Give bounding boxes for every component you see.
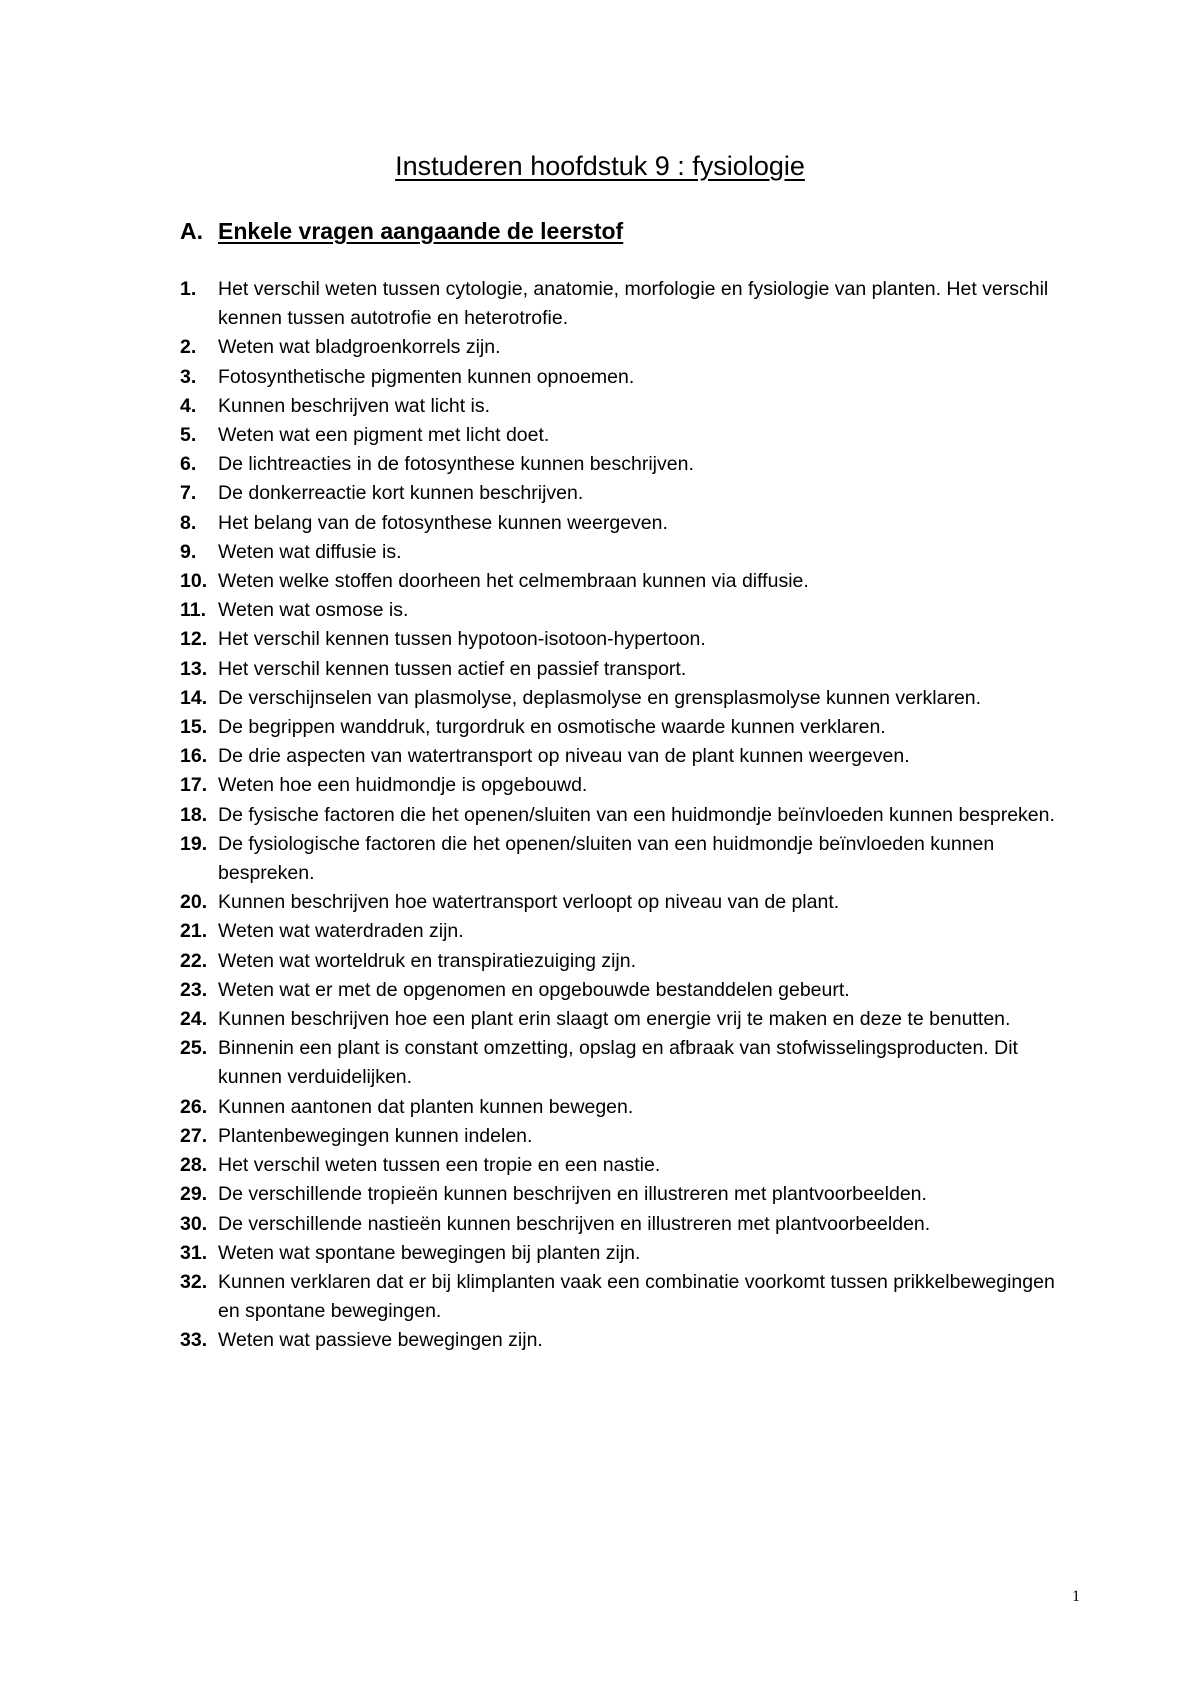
- section-heading: [180, 216, 623, 246]
- list-item: [180, 1093, 1080, 1122]
- list-item: [180, 421, 1080, 450]
- list-item-number: 11.: [180, 599, 207, 622]
- page-title: Instuderen hoofdstuk 9 : fysiologie: [395, 151, 805, 181]
- list-item: [180, 1034, 1080, 1092]
- list-item-number: 12.: [180, 628, 208, 651]
- list-item-number: 18.: [180, 803, 208, 826]
- list-item-number: 6.: [180, 453, 197, 476]
- list-item: [180, 684, 1080, 713]
- list-item-number: 24.: [180, 1008, 208, 1031]
- list-item-number: 28.: [180, 1154, 208, 1177]
- objective-list: [180, 275, 1080, 1356]
- list-item: [180, 509, 1080, 538]
- list-item-number: 22.: [180, 949, 208, 972]
- list-item-number: 25.: [180, 1037, 208, 1060]
- list-item: [180, 830, 1080, 888]
- list-item-number: 14.: [180, 686, 208, 709]
- list-item: [180, 363, 1080, 392]
- list-item: [180, 625, 1080, 654]
- section-heading-text: Enkele vragen aangaande de leerstof: [218, 218, 624, 244]
- list-item-text: Weten wat worteldruk en transpiratiezuiging zijn.: [218, 949, 637, 972]
- list-item-number: 30.: [180, 1212, 208, 1235]
- list-item-text: De fysiologische factoren die het openen/sluiten van een huidmondje beïnvloeden kunnen bespreken.: [218, 832, 995, 885]
- list-item-number: 31.: [180, 1241, 208, 1264]
- list-item: [180, 1268, 1080, 1326]
- list-item-text: De donkerreactie kort kunnen beschrijven.: [218, 482, 584, 505]
- list-item: [180, 713, 1080, 742]
- list-item-text: Het verschil weten tussen een tropie en een nastie.: [218, 1154, 661, 1177]
- list-item-text: Weten hoe een huidmondje is opgebouwd.: [218, 774, 588, 797]
- list-item: [180, 333, 1080, 362]
- list-item-number: 32.: [180, 1270, 208, 1293]
- list-item: [180, 771, 1080, 800]
- list-item-text: Kunnen beschrijven hoe watertransport verloopt op niveau van de plant.: [218, 891, 840, 914]
- list-item-text: Het verschil kennen tussen hypotoon-isotoon-hypertoon.: [218, 628, 706, 651]
- list-item-text: Het verschil kennen tussen actief en passief transport.: [218, 657, 687, 680]
- list-item-text: De verschillende tropieën kunnen beschrijven en illustreren met plantvoorbeelden.: [218, 1183, 927, 1206]
- list-item-text: Fotosynthetische pigmenten kunnen opnoemen.: [218, 365, 635, 388]
- list-item-text: De lichtreacties in de fotosynthese kunnen beschrijven.: [218, 453, 694, 476]
- list-item-text: De drie aspecten van watertransport op niveau van de plant kunnen weergeven.: [218, 745, 910, 768]
- list-item: [180, 917, 1080, 946]
- list-item: [180, 1180, 1080, 1209]
- list-item-number: 13.: [180, 657, 208, 680]
- list-item: [180, 1326, 1080, 1355]
- list-item: [180, 1210, 1080, 1239]
- list-item: [180, 479, 1080, 508]
- list-item: [180, 1239, 1080, 1268]
- list-item-text: Weten wat waterdraden zijn.: [218, 920, 464, 943]
- list-item-text: Kunnen beschrijven hoe een plant erin slaagt om energie vrij te maken en deze te benutten.: [218, 1008, 1011, 1031]
- list-item-number: 20.: [180, 891, 208, 914]
- list-item-text: De verschijnselen van plasmolyse, deplasmolyse en grensplasmolyse kunnen verklaren.: [218, 686, 982, 709]
- list-item: [180, 947, 1080, 976]
- list-item-number: 33.: [180, 1329, 208, 1352]
- list-item-text: Weten wat er met de opgenomen en opgebouwde bestanddelen gebeurt.: [218, 978, 850, 1001]
- list-item-text: Binnenin een plant is constant omzetting, opslag en afbraak van stofwisselingsproducten. Dit kunnen verduidelijken.: [218, 1037, 1018, 1089]
- list-item-text: Plantenbewegingen kunnen indelen.: [218, 1124, 533, 1147]
- section-letter: A.: [180, 218, 203, 244]
- list-item-text: De fysische factoren die het openen/sluiten van een huidmondje beïnvloeden kunnen bespreken.: [218, 803, 1055, 826]
- list-item-text: Weten wat passieve bewegingen zijn.: [218, 1329, 543, 1352]
- list-item-text: Kunnen verklaren dat er bij klimplanten vaak een combinatie voorkomt tussen prikkelbewegingen en spontane bewegingen.: [218, 1270, 1055, 1323]
- list-item-number: 1.: [180, 278, 197, 300]
- list-item: [180, 1151, 1080, 1180]
- list-item: [180, 450, 1080, 479]
- list-item-number: 8.: [180, 511, 197, 534]
- list-item: [180, 976, 1080, 1005]
- list-item-text: De verschillende nastieën kunnen beschrijven en illustreren met plantvoorbeelden.: [218, 1212, 931, 1235]
- list-item-number: 17.: [180, 774, 208, 797]
- list-item-number: 7.: [180, 482, 197, 505]
- list-item-text: Kunnen aantonen dat planten kunnen bewegen.: [218, 1095, 634, 1118]
- list-item: [180, 655, 1080, 684]
- list-item: [180, 392, 1080, 421]
- list-item-number: 23.: [180, 978, 208, 1001]
- list-item: [180, 1122, 1080, 1151]
- list-item-text: De begrippen wanddruk, turgordruk en osmotische waarde kunnen verklaren.: [218, 716, 886, 739]
- list-item-number: 3.: [180, 365, 197, 388]
- list-item: [180, 742, 1080, 771]
- list-item-number: 9.: [180, 540, 197, 563]
- list-item-number: 2.: [180, 336, 197, 359]
- list-item-text: Weten wat bladgroenkorrels zijn.: [218, 336, 501, 359]
- page-number: 1: [1072, 1588, 1080, 1605]
- list-item-number: 4.: [180, 394, 197, 417]
- list-item-number: 5.: [180, 424, 197, 447]
- list-item-text: Kunnen beschrijven wat licht is.: [218, 394, 491, 417]
- list-item-text: Weten wat een pigment met licht doet.: [218, 424, 550, 447]
- list-item-text: Weten wat osmose is.: [218, 599, 409, 622]
- list-item-number: 10.: [180, 570, 208, 593]
- list-item-text: Het belang van de fotosynthese kunnen weergeven.: [218, 511, 668, 534]
- list-item-text: Weten wat spontane bewegingen bij planten zijn.: [218, 1241, 641, 1264]
- list-item: [180, 567, 1080, 596]
- list-item-number: 27.: [180, 1124, 208, 1147]
- list-item-text: Het verschil weten tussen cytologie, anatomie, morfologie en fysiologie van planten. Het verschil kennen tussen autotrofie en heterotrofie.: [218, 278, 1049, 330]
- list-item-number: 21.: [180, 920, 208, 943]
- list-item: [180, 1005, 1080, 1034]
- list-item-number: 26.: [180, 1095, 208, 1118]
- list-item-text: Weten welke stoffen doorheen het celmembraan kunnen via diffusie.: [218, 570, 809, 593]
- list-item-number: 29.: [180, 1183, 208, 1206]
- list-item-text: Weten wat diffusie is.: [218, 540, 402, 563]
- list-item-number: 15.: [180, 716, 208, 739]
- list-item-number: 16.: [180, 745, 208, 768]
- list-item: [180, 275, 1080, 333]
- list-item: [180, 801, 1080, 830]
- list-item-number: 19.: [180, 832, 208, 855]
- list-item: [180, 538, 1080, 567]
- list-item: [180, 888, 1080, 917]
- list-item: [180, 596, 1080, 625]
